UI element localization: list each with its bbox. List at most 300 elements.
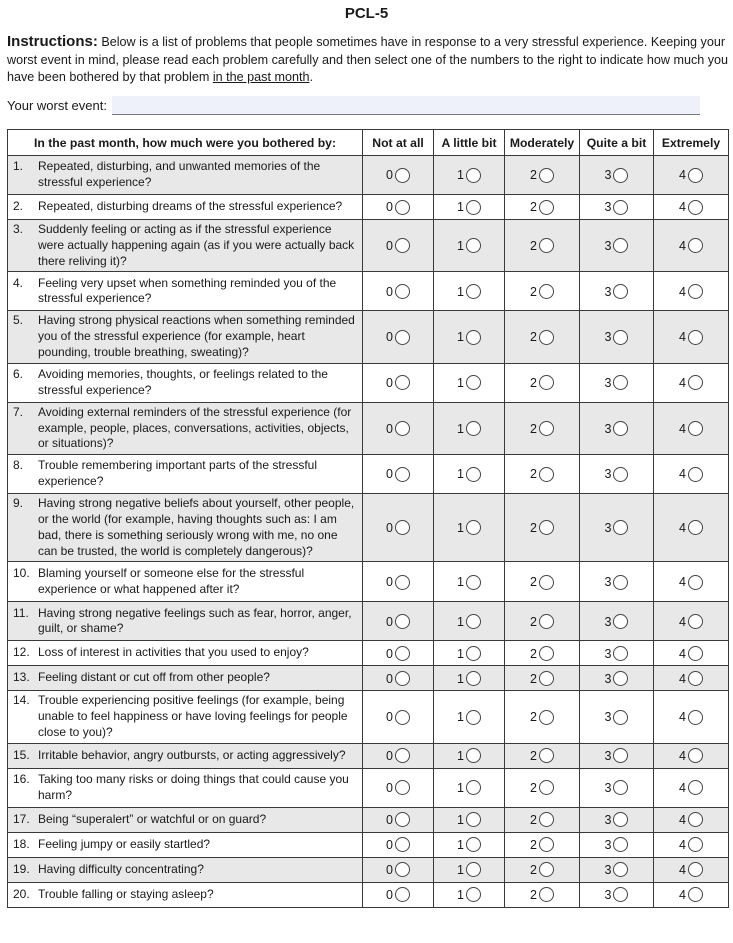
option-value: 0 (386, 812, 393, 827)
option-value: 4 (679, 284, 686, 299)
option-cell (434, 882, 505, 907)
option-value: 3 (604, 467, 612, 482)
option-radio[interactable] (539, 837, 554, 852)
option-radio[interactable] (539, 375, 554, 390)
option-value: 4 (679, 812, 686, 827)
option-cell (363, 156, 434, 195)
table-row (8, 311, 729, 363)
option-cell (434, 691, 505, 743)
option-value: 2 (530, 200, 537, 215)
option-radio[interactable] (539, 467, 554, 482)
table-row (8, 691, 729, 743)
option-radio[interactable] (466, 646, 481, 661)
option-cell (434, 602, 505, 641)
option-radio[interactable] (395, 812, 410, 827)
option-cell (580, 691, 654, 743)
option-value: 2 (530, 812, 537, 827)
option-radio[interactable] (395, 284, 410, 299)
option-radio[interactable] (395, 837, 410, 852)
item-text: Avoiding memories, thoughts, or feelings related to the stressful experience? (38, 366, 328, 397)
option-cell (434, 402, 505, 454)
option-radio[interactable] (395, 421, 410, 436)
header-moderately: Moderately (505, 130, 580, 156)
item-cell (8, 363, 363, 402)
option-radio[interactable] (395, 748, 410, 763)
option-cell (505, 768, 580, 807)
worst-event-input[interactable] (112, 96, 700, 115)
item-text: Feeling distant or cut off from other people? (38, 670, 270, 685)
option-cell (505, 363, 580, 402)
option-radio[interactable] (539, 330, 554, 345)
item-number: 8. (13, 458, 24, 473)
option-cell (434, 220, 505, 272)
option-value: 4 (679, 837, 686, 852)
item-cell (8, 195, 363, 220)
option-value: 0 (386, 284, 393, 299)
option-value: 4 (679, 780, 686, 795)
option-radio[interactable] (613, 646, 628, 661)
table-row (8, 363, 729, 402)
item-text: Having strong negative feelings such as fear, horror, anger, guilt, or shame? (38, 605, 352, 636)
option-radio[interactable] (395, 168, 410, 183)
option-radio[interactable] (688, 862, 703, 877)
option-radio[interactable] (613, 710, 628, 725)
option-cell (363, 882, 434, 907)
option-radio[interactable] (539, 520, 554, 535)
option-value: 0 (386, 520, 393, 535)
option-radio[interactable] (688, 238, 703, 253)
item-text: Trouble remembering important parts of the stressful experience? (38, 458, 318, 489)
item-text: Avoiding external reminders of the stressful experience (for example, people, places, conversations, activities, objects, or situations)? (38, 404, 352, 451)
item-cell (8, 691, 363, 743)
option-value: 1 (457, 614, 464, 629)
option-radio[interactable] (688, 646, 703, 661)
option-cell (505, 743, 580, 768)
option-radio[interactable] (395, 780, 410, 795)
option-value: 1 (457, 375, 464, 390)
item-cell (8, 220, 363, 272)
option-radio[interactable] (688, 614, 703, 629)
item-number: 13. (13, 670, 30, 685)
option-radio[interactable] (466, 780, 481, 795)
option-value: 4 (679, 238, 686, 253)
option-radio[interactable] (613, 200, 628, 215)
option-radio[interactable] (688, 520, 703, 535)
option-cell (654, 832, 729, 857)
option-cell (580, 363, 654, 402)
option-value: 3 (604, 575, 612, 590)
option-cell (505, 455, 580, 494)
option-cell (434, 857, 505, 882)
option-radio[interactable] (613, 575, 628, 590)
worst-event-label: Your worst event: (7, 98, 107, 113)
option-radio[interactable] (688, 330, 703, 345)
item-cell (8, 602, 363, 641)
header-question: In the past month, how much were you bothered by: (8, 130, 363, 156)
option-cell (505, 402, 580, 454)
option-radio[interactable] (466, 421, 481, 436)
option-radio[interactable] (466, 887, 481, 902)
option-radio[interactable] (539, 671, 554, 686)
option-value: 4 (679, 748, 686, 763)
option-value: 4 (679, 330, 686, 345)
option-value: 4 (679, 375, 686, 390)
item-cell (8, 807, 363, 832)
option-radio[interactable] (613, 887, 628, 902)
option-cell (434, 768, 505, 807)
option-radio[interactable] (688, 200, 703, 215)
option-radio[interactable] (395, 862, 410, 877)
option-radio[interactable] (539, 710, 554, 725)
option-radio[interactable] (466, 284, 481, 299)
table-body (8, 156, 729, 908)
instructions-end: . (309, 70, 313, 84)
option-radio[interactable] (395, 887, 410, 902)
item-text: Repeated, disturbing, and unwanted memories of the stressful experience? (38, 159, 321, 189)
option-value: 3 (604, 671, 612, 686)
option-cell (505, 311, 580, 363)
option-radio[interactable] (613, 375, 628, 390)
option-radio[interactable] (395, 200, 410, 215)
option-value: 4 (679, 710, 686, 725)
option-cell (363, 743, 434, 768)
option-cell (363, 857, 434, 882)
option-radio[interactable] (613, 421, 628, 436)
option-cell (363, 363, 434, 402)
option-radio[interactable] (466, 812, 481, 827)
option-value: 2 (530, 238, 537, 253)
option-radio[interactable] (539, 168, 554, 183)
option-radio[interactable] (688, 575, 703, 590)
option-cell (580, 832, 654, 857)
option-value: 4 (679, 614, 686, 629)
option-radio[interactable] (395, 520, 410, 535)
option-value: 2 (530, 575, 537, 590)
option-radio[interactable] (613, 862, 628, 877)
option-cell (505, 691, 580, 743)
option-radio[interactable] (688, 710, 703, 725)
option-value: 3 (604, 646, 612, 661)
worst-event-row (7, 96, 700, 115)
option-value: 2 (530, 887, 537, 902)
option-radio[interactable] (688, 375, 703, 390)
option-radio[interactable] (395, 710, 410, 725)
option-cell (363, 602, 434, 641)
item-text: Taking too many risks or doing things that could cause you harm? (38, 771, 349, 802)
option-cell (505, 602, 580, 641)
option-radio[interactable] (539, 614, 554, 629)
option-value: 4 (679, 887, 686, 902)
option-radio[interactable] (539, 646, 554, 661)
item-number: 16. (13, 771, 30, 786)
option-cell (505, 156, 580, 195)
table-row (8, 832, 729, 857)
option-radio[interactable] (613, 671, 628, 686)
table-row (8, 666, 729, 691)
option-cell (434, 363, 505, 402)
item-text: Feeling jumpy or easily startled? (38, 836, 211, 851)
option-value: 1 (457, 330, 464, 345)
table-row (8, 641, 729, 666)
option-value: 1 (457, 200, 464, 215)
item-number: 2. (13, 199, 24, 214)
option-value: 3 (604, 614, 612, 629)
option-radio[interactable] (395, 330, 410, 345)
option-radio[interactable] (688, 671, 703, 686)
option-cell (505, 807, 580, 832)
option-value: 1 (457, 646, 464, 661)
option-value: 4 (679, 421, 686, 436)
table-header-row (8, 130, 729, 156)
option-value: 1 (457, 862, 464, 877)
option-value: 4 (679, 520, 686, 535)
item-cell (8, 156, 363, 195)
option-cell (363, 691, 434, 743)
option-value: 0 (386, 780, 393, 795)
option-value: 1 (457, 284, 464, 299)
option-radio[interactable] (539, 748, 554, 763)
item-text: Trouble falling or staying asleep? (38, 886, 214, 901)
option-cell (434, 455, 505, 494)
option-radio[interactable] (466, 467, 481, 482)
option-radio[interactable] (613, 614, 628, 629)
item-number: 11. (13, 605, 29, 620)
option-radio[interactable] (613, 168, 628, 183)
option-radio[interactable] (466, 671, 481, 686)
option-cell (434, 494, 505, 562)
option-radio[interactable] (466, 168, 481, 183)
option-radio[interactable] (539, 284, 554, 299)
option-value: 3 (604, 330, 612, 345)
option-cell (654, 666, 729, 691)
option-cell (654, 641, 729, 666)
option-radio[interactable] (466, 238, 481, 253)
option-radio[interactable] (395, 614, 410, 629)
option-cell (580, 641, 654, 666)
option-value: 3 (604, 812, 612, 827)
option-cell (363, 641, 434, 666)
option-value: 3 (604, 168, 612, 183)
header-extremely: Extremely (654, 130, 729, 156)
option-value: 0 (386, 748, 393, 763)
option-radio[interactable] (688, 812, 703, 827)
option-radio[interactable] (466, 330, 481, 345)
item-cell (8, 494, 363, 562)
option-cell (363, 311, 434, 363)
option-value: 0 (386, 575, 393, 590)
option-cell (434, 666, 505, 691)
option-radio[interactable] (466, 375, 481, 390)
option-radio[interactable] (395, 375, 410, 390)
option-radio[interactable] (466, 837, 481, 852)
option-value: 2 (530, 375, 537, 390)
option-cell (654, 807, 729, 832)
option-cell (363, 455, 434, 494)
option-cell (654, 691, 729, 743)
option-radio[interactable] (539, 862, 554, 877)
option-radio[interactable] (466, 614, 481, 629)
option-value: 3 (604, 200, 612, 215)
item-cell (8, 768, 363, 807)
option-cell (363, 494, 434, 562)
option-radio[interactable] (613, 812, 628, 827)
option-radio[interactable] (539, 887, 554, 902)
option-radio[interactable] (466, 862, 481, 877)
option-radio[interactable] (613, 520, 628, 535)
option-cell (580, 195, 654, 220)
option-cell (580, 402, 654, 454)
item-cell (8, 857, 363, 882)
option-radio[interactable] (688, 421, 703, 436)
option-value: 3 (604, 375, 612, 390)
option-value: 2 (530, 862, 537, 877)
item-text: Having difficulty concentrating? (38, 861, 204, 876)
option-value: 0 (386, 710, 393, 725)
option-value: 2 (530, 710, 537, 725)
option-radio[interactable] (466, 200, 481, 215)
item-cell (8, 641, 363, 666)
option-cell (580, 562, 654, 602)
option-radio[interactable] (613, 748, 628, 763)
option-radio[interactable] (539, 421, 554, 436)
option-value: 0 (386, 837, 393, 852)
option-radio[interactable] (688, 467, 703, 482)
option-radio[interactable] (613, 238, 628, 253)
instructions (7, 33, 729, 87)
item-text: Feeling very upset when something reminded you of the stressful experience? (38, 275, 337, 306)
option-cell (580, 494, 654, 562)
option-value: 2 (530, 421, 537, 436)
option-cell (434, 311, 505, 363)
table-row (8, 562, 729, 602)
option-cell (363, 272, 434, 311)
option-radio[interactable] (395, 575, 410, 590)
option-value: 4 (679, 575, 686, 590)
item-number: 18. (13, 836, 30, 851)
option-value: 1 (457, 421, 464, 436)
item-cell (8, 272, 363, 311)
option-value: 4 (679, 862, 686, 877)
option-radio[interactable] (539, 575, 554, 590)
option-cell (580, 807, 654, 832)
option-cell (434, 272, 505, 311)
option-cell (505, 562, 580, 602)
option-radio[interactable] (613, 284, 628, 299)
option-cell (434, 832, 505, 857)
option-radio[interactable] (466, 710, 481, 725)
option-value: 1 (457, 780, 464, 795)
option-radio[interactable] (395, 467, 410, 482)
option-cell (654, 272, 729, 311)
option-value: 2 (530, 780, 537, 795)
header-a-little-bit: A little bit (434, 130, 505, 156)
item-number: 12. (13, 645, 30, 660)
option-radio[interactable] (539, 200, 554, 215)
option-value: 3 (604, 862, 612, 877)
option-value: 0 (386, 862, 393, 877)
option-cell (580, 220, 654, 272)
option-cell (580, 743, 654, 768)
option-value: 0 (386, 375, 393, 390)
option-value: 1 (457, 887, 464, 902)
option-radio[interactable] (688, 887, 703, 902)
option-value: 2 (530, 671, 537, 686)
item-cell (8, 402, 363, 454)
table-row (8, 402, 729, 454)
header-quite-a-bit: Quite a bit (580, 130, 654, 156)
table-row (8, 272, 729, 311)
option-cell (580, 455, 654, 494)
option-radio[interactable] (688, 780, 703, 795)
option-value: 2 (530, 837, 537, 852)
option-radio[interactable] (466, 520, 481, 535)
item-text: Having strong physical reactions when something reminded you of the stressful experience (for example, heart pounding, trouble breathing, sweating)? (38, 313, 355, 359)
option-value: 0 (386, 168, 393, 183)
option-value: 1 (457, 837, 464, 852)
option-radio[interactable] (613, 330, 628, 345)
option-radio[interactable] (613, 780, 628, 795)
option-value: 3 (604, 238, 612, 253)
option-radio[interactable] (688, 837, 703, 852)
item-number: 19. (13, 861, 30, 876)
option-radio[interactable] (466, 748, 481, 763)
option-radio[interactable] (395, 671, 410, 686)
option-value: 4 (679, 467, 686, 482)
option-value: 2 (530, 330, 537, 345)
option-radio[interactable] (539, 812, 554, 827)
option-value: 0 (386, 646, 393, 661)
option-value: 1 (457, 575, 464, 590)
option-radio[interactable] (466, 575, 481, 590)
option-cell (580, 602, 654, 641)
option-value: 2 (530, 284, 537, 299)
item-text: Being “superalert” or watchful or on guard? (38, 811, 267, 826)
item-number: 6. (13, 366, 24, 381)
option-radio[interactable] (688, 748, 703, 763)
item-cell (8, 311, 363, 363)
header-not-at-all: Not at all (363, 130, 434, 156)
option-cell (654, 156, 729, 195)
option-radio[interactable] (688, 168, 703, 183)
option-value: 4 (679, 671, 686, 686)
option-value: 1 (457, 671, 464, 686)
option-cell (580, 311, 654, 363)
item-text: Blaming yourself or someone else for the stressful experience or what happened after it? (38, 566, 305, 596)
option-cell (505, 857, 580, 882)
option-value: 1 (457, 710, 464, 725)
table-row (8, 807, 729, 832)
option-value: 0 (386, 200, 393, 215)
option-value: 1 (457, 748, 464, 763)
item-text: Irritable behavior, angry outbursts, or acting aggressively? (38, 747, 346, 762)
option-radio[interactable] (539, 238, 554, 253)
option-radio[interactable] (688, 284, 703, 299)
item-cell (8, 562, 363, 602)
option-radio[interactable] (395, 646, 410, 661)
option-radio[interactable] (539, 780, 554, 795)
option-cell (654, 602, 729, 641)
option-value: 1 (457, 168, 464, 183)
option-value: 4 (679, 168, 686, 183)
item-text: Repeated, disturbing dreams of the stressful experience? (38, 199, 343, 214)
option-cell (654, 743, 729, 768)
option-value: 3 (604, 710, 612, 725)
option-radio[interactable] (613, 467, 628, 482)
option-radio[interactable] (613, 837, 628, 852)
item-text: Suddenly feeling or acting as if the stressful experience were actually happening again (as if you were actually back there reliving it)? (38, 222, 355, 268)
option-radio[interactable] (395, 238, 410, 253)
item-number: 20. (13, 886, 30, 901)
